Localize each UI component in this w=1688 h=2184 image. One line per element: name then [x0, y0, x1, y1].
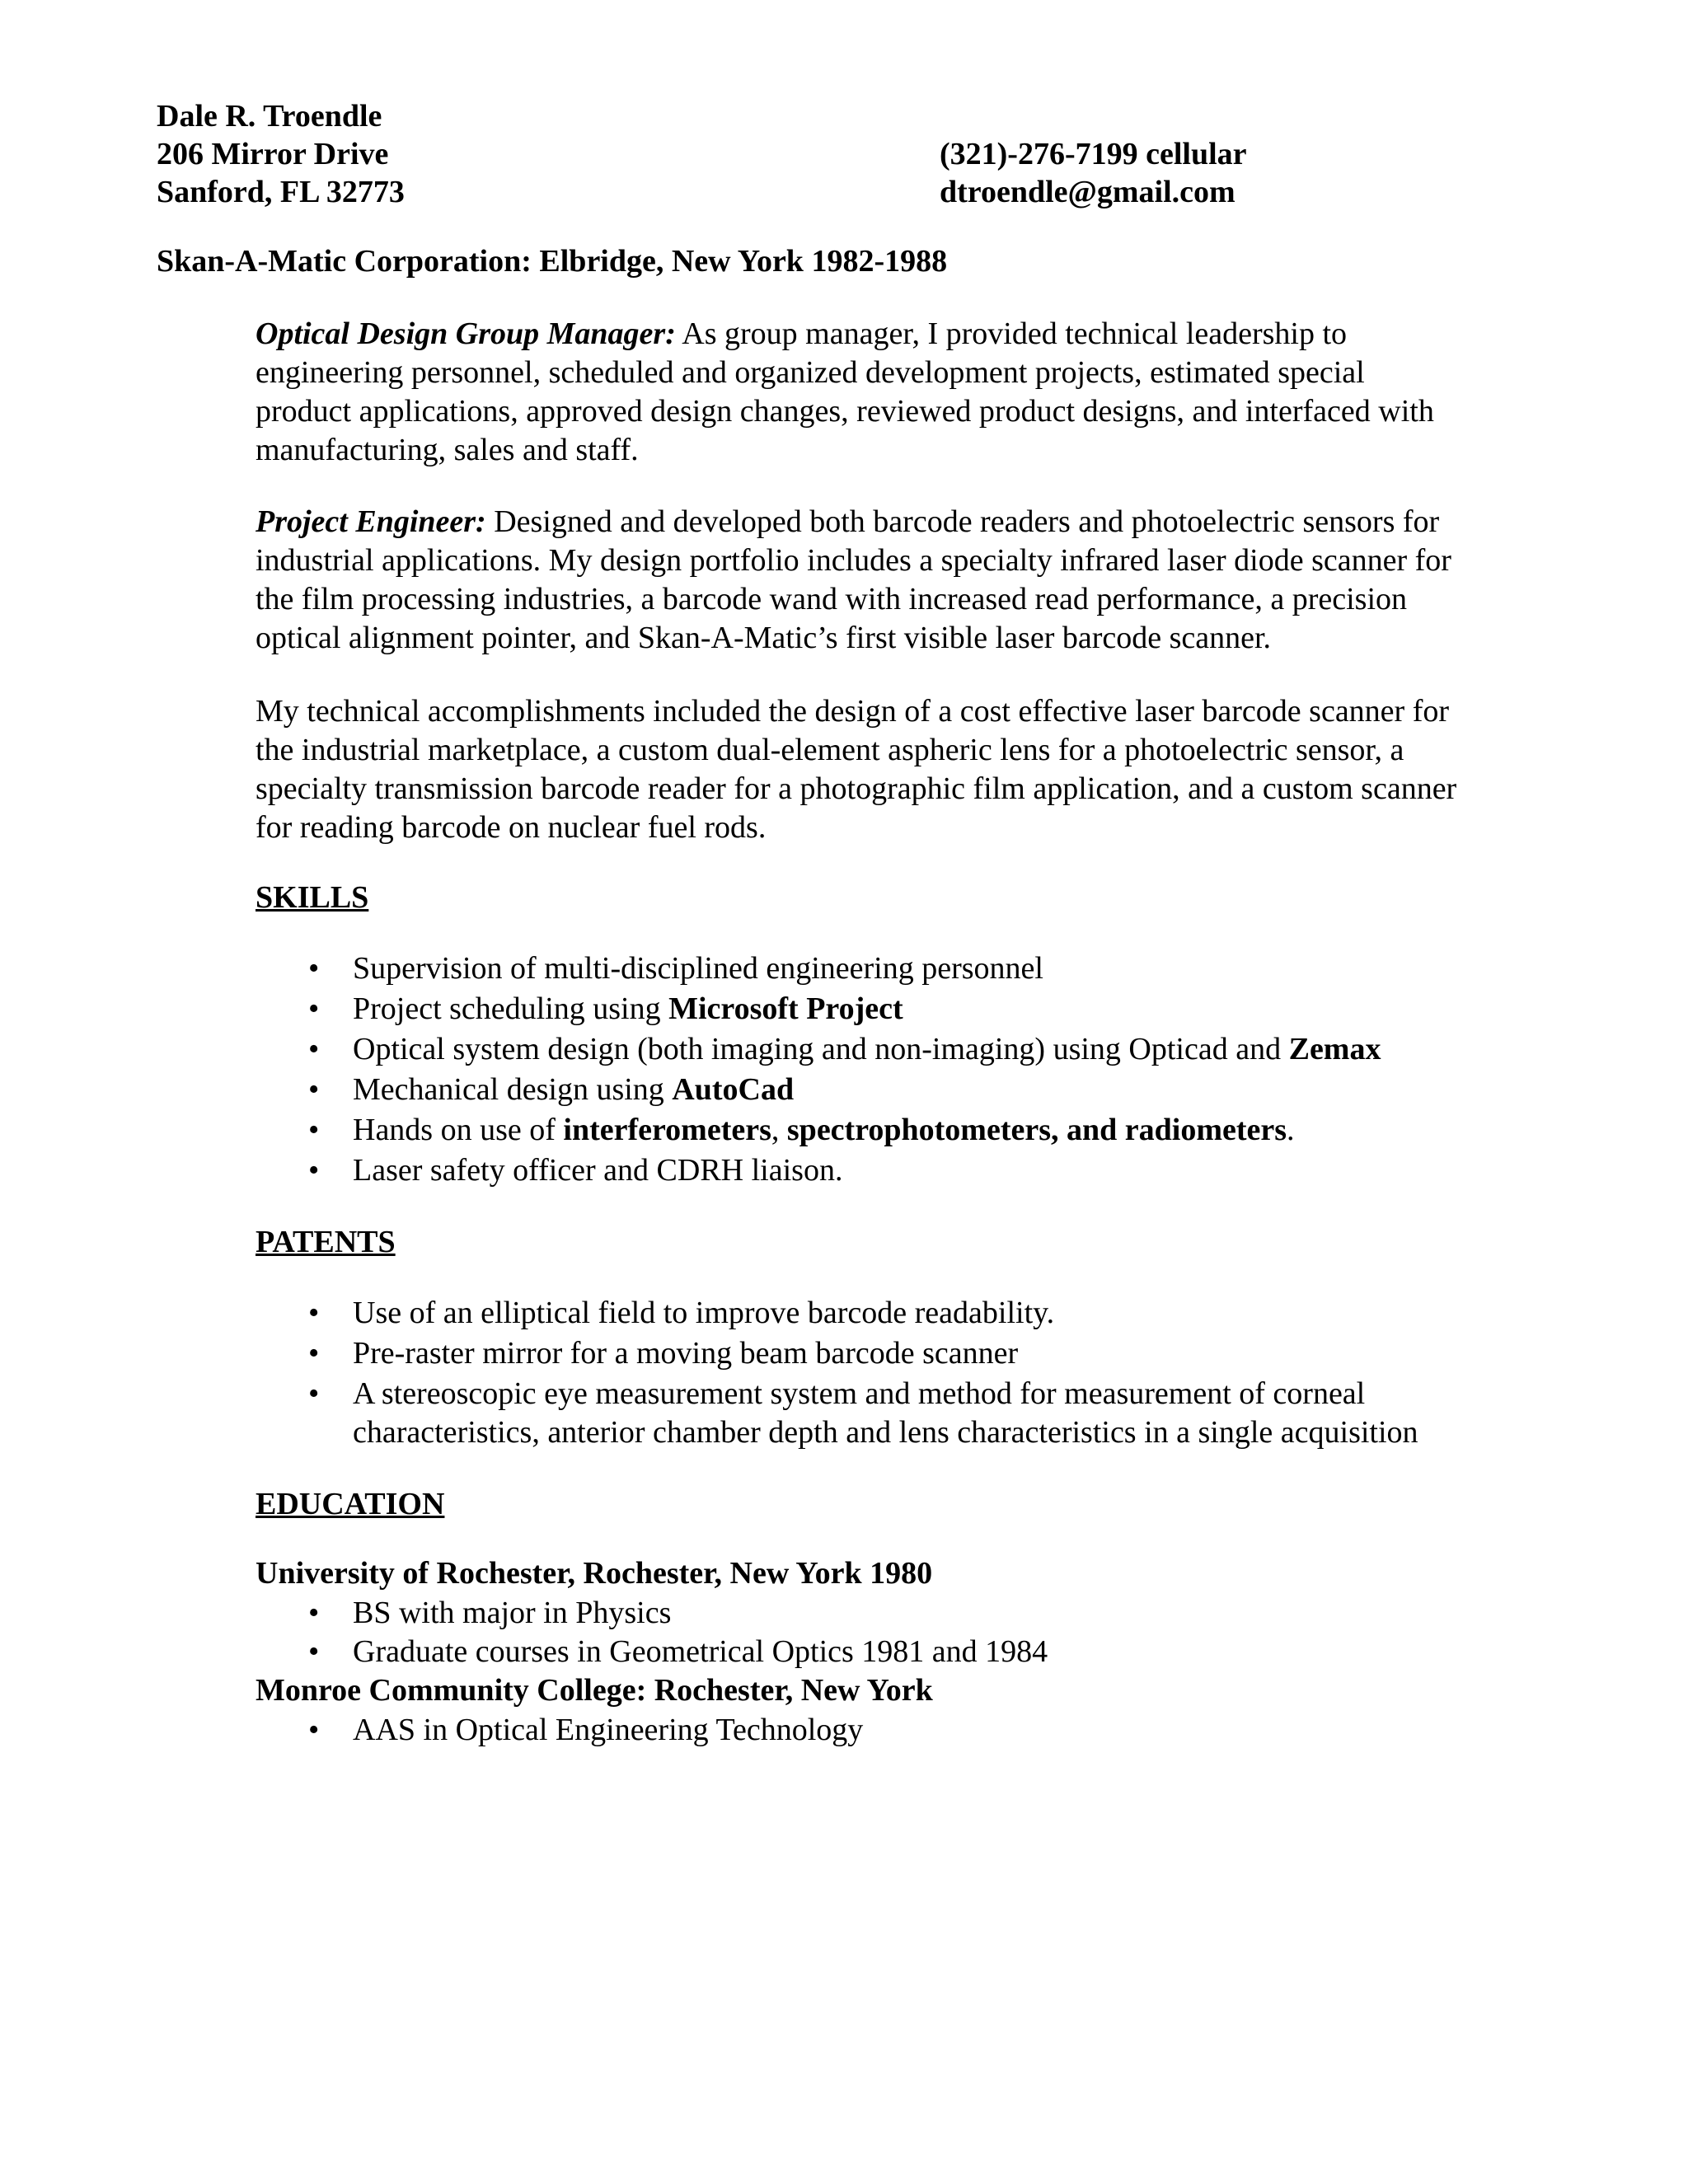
engineer-line: industrial applications. My design portfolio includes a specialty infrared laser diode scanner for [256, 543, 1451, 578]
skills-heading: SKILLS [256, 880, 369, 915]
bullet-icon: • [308, 1113, 320, 1147]
address-line-1: 206 Mirror Drive [157, 137, 389, 171]
phone-number: (321)-276-7199 cellular [940, 137, 1247, 171]
engineer-line: the film processing industries, a barcode wand with increased read performance, a precision [256, 582, 1408, 616]
list-item: • Supervision of multi-disciplined engineering personnel [256, 949, 1381, 990]
list-item: • AAS in Optical Engineering Technology [256, 1711, 863, 1751]
bullet-icon: • [308, 951, 320, 986]
bullet-icon: • [308, 1336, 320, 1371]
engineer-paragraph [256, 503, 1508, 658]
email-address: dtroendle@gmail.com [940, 175, 1236, 209]
list-item: • Optical system design (both imaging and non-imaging) using Opticad and Zemax [256, 1030, 1381, 1071]
bullet-icon: • [308, 1296, 320, 1330]
accomplishments-line: for reading barcode on nuclear fuel rods. [256, 810, 767, 845]
address-line-2: Sanford, FL 32773 [157, 175, 405, 209]
engineer-line: Project Engineer: Designed and developed both barcode readers and photoelectric sensors for [256, 504, 1440, 539]
engineer-line: optical alignment pointer, and Skan-A-Matic’s first visible laser barcode scanner. [256, 621, 1272, 655]
company-line: Skan-A-Matic Corporation: Elbridge, New York 1982-1988 [157, 244, 948, 279]
bullet-icon: • [308, 1376, 320, 1411]
bullet-icon: • [308, 1634, 320, 1669]
list-item: • BS with major in Physics [256, 1594, 1048, 1633]
bullet-icon: • [308, 1072, 320, 1107]
list-item: • Pre-raster mirror for a moving beam barcode scanner [256, 1334, 1418, 1375]
bullet-icon: • [308, 991, 320, 1026]
engineer-title: Project Engineer: [256, 504, 486, 539]
patents-heading: PATENTS [256, 1225, 396, 1259]
bullet-icon: • [308, 1596, 320, 1630]
list-item: • Graduate courses in Geometrical Optics 1981 and 1984 [256, 1633, 1048, 1671]
education-heading: EDUCATION [256, 1487, 445, 1521]
list-item: • A stereoscopic eye measurement system and method for measurement of corneal characteristics, anterior chamber depth and lens characteristics in a single acquisition [308, 1376, 1418, 1450]
manager-line: product applications, approved design changes, reviewed product designs, and interfaced with [256, 394, 1434, 429]
accomplishments-line: My technical accomplishments included the design of a cost effective laser barcode scanner for [256, 694, 1450, 729]
school-2-list [256, 1711, 863, 1751]
list-item: • Mechanical design using AutoCad [256, 1071, 1381, 1111]
manager-line: Optical Design Group Manager: As group manager, I provided technical leadership to [256, 316, 1348, 351]
list-item: • Use of an elliptical field to improve barcode readability. [256, 1294, 1418, 1334]
list-item: • Project scheduling using Microsoft Project [256, 990, 1381, 1030]
bullet-icon: • [308, 1713, 320, 1747]
skills-list [256, 949, 1381, 1192]
manager-paragraph [256, 315, 1508, 470]
applicant-name: Dale R. Troendle [157, 99, 382, 134]
list-item: • Hands on use of interferometers, spectrophotometers, and radiometers. [256, 1111, 1381, 1151]
school-1-list [256, 1594, 1048, 1671]
manager-line: engineering personnel, scheduled and organized development projects, estimated special [256, 355, 1365, 390]
accomplishments-line: the industrial marketplace, a custom dual-element aspheric lens for a photoelectric sensor, a [256, 733, 1404, 767]
school-1-name: University of Rochester, Rochester, New York 1980 [256, 1556, 933, 1591]
school-2-name: Monroe Community College: Rochester, New York [256, 1673, 933, 1708]
manager-line: manufacturing, sales and staff. [256, 433, 639, 467]
list-item: • Laser safety officer and CDRH liaison. [256, 1151, 1381, 1192]
accomplishments-line: specialty transmission barcode reader for a photographic film application, and a custom scanner [256, 771, 1457, 806]
manager-title: Optical Design Group Manager: [256, 316, 676, 351]
patents-list [256, 1294, 1418, 1452]
bullet-icon: • [308, 1032, 320, 1066]
bullet-icon: • [308, 1153, 320, 1188]
accomplishments-paragraph [256, 692, 1508, 847]
